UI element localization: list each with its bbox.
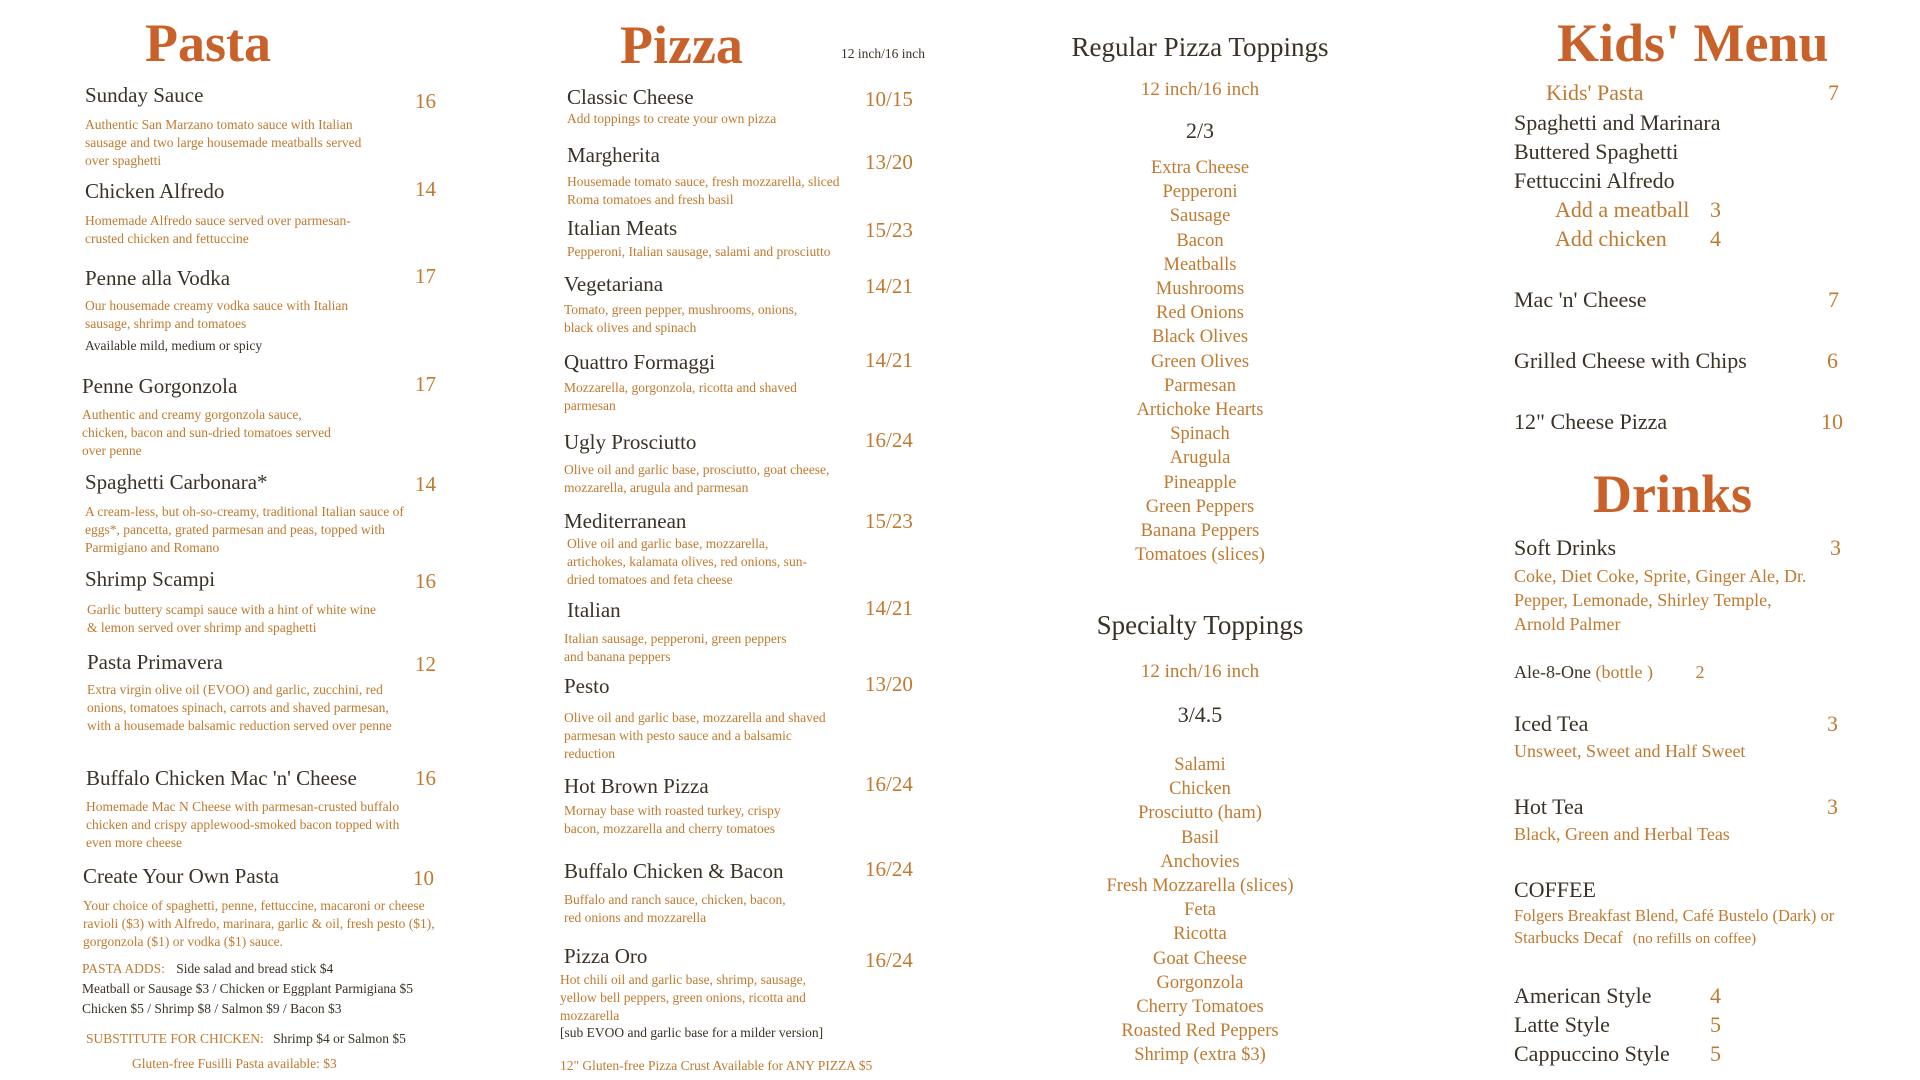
coffee-description bbox=[1514, 905, 1874, 950]
drink-name: Soft Drinks bbox=[1514, 535, 1617, 560]
menu-item-name: Margherita bbox=[567, 143, 660, 167]
menu-item-name: Chicken Alfredo bbox=[85, 179, 225, 203]
kids-drinks-section bbox=[1500, 0, 1900, 1080]
drink-price: 2 bbox=[1695, 662, 1705, 682]
kids-item-name: Grilled Cheese with Chips bbox=[1514, 348, 1747, 373]
menu-item-name: Italian bbox=[567, 598, 621, 622]
topping-item: Chicken bbox=[1169, 779, 1231, 800]
drink-price: 3 bbox=[1830, 535, 1841, 560]
menu-item-price: 17 bbox=[415, 372, 436, 396]
kids-add-chicken: Add chicken bbox=[1555, 226, 1667, 251]
menu-item-price: 14 bbox=[415, 177, 436, 201]
pizza-section bbox=[555, 0, 955, 1080]
menu-item-description: Homemade Mac N Cheese with parmesan-crusted buffalo chicken and crispy applewood-smoked bacon topped with even more cheese bbox=[86, 799, 400, 850]
menu-item-description: Authentic San Marzano tomato sauce with Italian sausage and two large housemade meatballs served over spaghetti bbox=[85, 117, 362, 168]
coffee-style-name: American Style bbox=[1514, 983, 1652, 1008]
topping-item: Shrimp (extra $3) bbox=[1134, 1045, 1266, 1066]
drink-description: Unsweet, Sweet and Half Sweet bbox=[1514, 741, 1746, 761]
topping-item: Extra Cheese bbox=[1150, 158, 1250, 178]
kids-item-name: 12" Cheese Pizza bbox=[1514, 409, 1668, 434]
menu-item-price: 10 bbox=[413, 866, 434, 890]
topping-item: Gorgonzola bbox=[1156, 972, 1244, 993]
drink-qualifier: (bottle ) bbox=[1595, 662, 1653, 682]
coffee-style-name: Cappuccino Style bbox=[1514, 1041, 1670, 1066]
menu-item-name: Mediterranean bbox=[564, 509, 687, 533]
menu-item-description: Italian sausage, pepperoni, green peppers and banana peppers bbox=[564, 631, 787, 664]
menu-item-name: Penne alla Vodka bbox=[85, 266, 231, 290]
topping-item: Mushrooms bbox=[1155, 279, 1245, 300]
menu-item-name: Buffalo Chicken Mac 'n' Cheese bbox=[86, 766, 357, 790]
menu-item-description: Olive oil and garlic base, mozzarella and shaved parmesan with pesto sauce and a balsamic reduction bbox=[564, 710, 826, 761]
menu-item-name: Quattro Formaggi bbox=[564, 350, 716, 374]
kids-item-price: 10 bbox=[1821, 409, 1843, 434]
menu-item-description: Homemade Alfredo sauce served over parmesan-crusted chicken and fettuccine bbox=[85, 213, 351, 246]
kids-add-meatball: Add a meatball bbox=[1555, 197, 1690, 222]
menu-item-price: 16 bbox=[415, 766, 436, 790]
topping-item: Green Peppers bbox=[1145, 496, 1255, 517]
coffee-heading: COFFEE bbox=[1514, 877, 1596, 902]
menu-item-description: Hot chili oil and garlic base, shrimp, sausage, yellow bell peppers, green onions, ricotta and mozzarella bbox=[560, 972, 806, 1023]
regular-toppings-price: 2/3 bbox=[1185, 118, 1215, 143]
pizza-gluten-free-note: 12" Gluten-free Pizza Crust Available for ANY PIZZA $5 bbox=[560, 1058, 873, 1073]
kids-pasta-option: Fettuccini Alfredo bbox=[1514, 168, 1675, 193]
menu-item-description: Housemade tomato sauce, fresh mozzarella, sliced Roma tomatoes and fresh basil bbox=[567, 174, 840, 207]
topping-item: Sausage bbox=[1169, 206, 1231, 227]
coffee-note: (no refills on coffee) bbox=[1632, 931, 1757, 947]
topping-item: Arugula bbox=[1169, 448, 1231, 469]
menu-item-description: A cream-less, but oh-so-creamy, traditional Italian sauce of eggs*, pancetta, grated parmesan and peas, topped with Parmigiano and Romano bbox=[85, 504, 404, 555]
menu-item-name: Vegetariana bbox=[564, 272, 664, 296]
topping-item: Meatballs bbox=[1163, 254, 1237, 275]
menu-item-description: Buffalo and ranch sauce, chicken, bacon, red onions and mozzarella bbox=[564, 892, 786, 925]
ale-8-one bbox=[1514, 662, 1704, 683]
topping-item: Basil bbox=[1180, 827, 1220, 848]
kids-item-price: 6 bbox=[1827, 348, 1838, 373]
pizza-title: Pizza bbox=[620, 15, 743, 75]
topping-item: Bacon bbox=[1176, 230, 1224, 251]
menu-item-price: 15/23 bbox=[865, 218, 913, 242]
pasta-adds-label: PASTA ADDS: bbox=[82, 961, 165, 976]
menu-item-description: Pepperoni, Italian sausage, salami and prosciutto bbox=[567, 244, 831, 259]
topping-item: Anchovies bbox=[1160, 851, 1240, 872]
coffee-style-price: 5 bbox=[1710, 1012, 1721, 1037]
drink-price: 3 bbox=[1827, 711, 1838, 736]
toppings-section bbox=[1030, 0, 1370, 1080]
menu-item-description: Authentic and creamy gorgonzola sauce, chicken, bacon and sun-dried tomatoes served over penne bbox=[82, 407, 331, 458]
coffee-options: Folgers Breakfast Blend, Café Bustelo (Dark) or Starbucks Decaf bbox=[1514, 906, 1835, 947]
menu-item-description: Olive oil and garlic base, prosciutto, goat cheese, mozzarella, arugula and parmesan bbox=[564, 462, 830, 495]
menu-item-price: 14/21 bbox=[865, 274, 913, 298]
pasta-adds bbox=[82, 961, 333, 977]
drink-name: Ale-8-One bbox=[1514, 662, 1591, 682]
topping-item: Black Olives bbox=[1151, 327, 1249, 348]
topping-item: Red Onions bbox=[1156, 303, 1244, 324]
menu-item-name: Pizza Oro bbox=[564, 944, 648, 968]
drink-price: 3 bbox=[1827, 794, 1838, 819]
menu-item-name: Buffalo Chicken & Bacon bbox=[564, 859, 784, 883]
topping-item: Ricotta bbox=[1173, 924, 1227, 945]
kids-pasta-option: Spaghetti and Marinara bbox=[1514, 110, 1721, 135]
topping-item: Pineapple bbox=[1163, 472, 1237, 493]
specialty-toppings-price: 3/4.5 bbox=[1177, 702, 1223, 727]
menu-item-price: 14 bbox=[415, 472, 436, 496]
drink-description: Coke, Diet Coke, Sprite, Ginger Ale, Dr. Pepper, Lemonade, Shirley Temple, Arnold Palmer bbox=[1514, 566, 1807, 634]
topping-item: Cherry Tomatoes bbox=[1136, 997, 1264, 1018]
menu-item-price: 16/24 bbox=[865, 857, 913, 881]
menu-item-price: 17 bbox=[415, 264, 436, 288]
menu-item-name: Sunday Sauce bbox=[85, 83, 204, 107]
menu-item-name: Hot Brown Pizza bbox=[564, 774, 709, 798]
menu-item-name: Ugly Prosciutto bbox=[564, 430, 697, 454]
menu-item-price: 13/20 bbox=[865, 672, 913, 696]
pizza-size-note: 12 inch/16 inch bbox=[841, 46, 925, 61]
menu-item-name: Shrimp Scampi bbox=[85, 567, 216, 591]
menu-item-name: Spaghetti Carbonara* bbox=[85, 470, 268, 494]
topping-item: Feta bbox=[1184, 900, 1216, 921]
specialty-toppings-size: 12 inch/16 inch bbox=[1140, 661, 1260, 682]
pasta-substitute bbox=[86, 1031, 406, 1047]
menu-item-note: [sub EVOO and garlic base for a milder version] bbox=[560, 1025, 824, 1040]
topping-item: Salami bbox=[1174, 755, 1226, 775]
menu-item-price: 13/20 bbox=[865, 150, 913, 174]
menu-item-description: Your choice of spaghetti, penne, fettuccine, macaroni or cheese ravioli ($3) with Alfredo, marinara, garlic & oil, fresh pesto ($1), gorgonzola ($1) or vodka ($1) sauce. bbox=[83, 898, 435, 949]
specialty-toppings-list bbox=[1030, 753, 1370, 1068]
kids-item-name: Mac 'n' Cheese bbox=[1514, 287, 1647, 312]
topping-item: Parmesan bbox=[1164, 375, 1236, 396]
menu-item-price: 16 bbox=[415, 569, 436, 593]
menu-item-description: Garlic buttery scampi sauce with a hint of white wine & lemon served over shrimp and spaghetti bbox=[87, 602, 377, 635]
pasta-section bbox=[78, 0, 498, 1080]
pasta-title: Pasta bbox=[145, 13, 271, 73]
coffee-style-price: 4 bbox=[1710, 983, 1721, 1008]
menu-item-price: 14/21 bbox=[865, 596, 913, 620]
drink-name: Hot Tea bbox=[1514, 794, 1584, 819]
regular-toppings-size: 12 inch/16 inch bbox=[1140, 79, 1260, 100]
menu-item-description: Olive oil and garlic base, mozzarella, artichokes, kalamata olives, red onions, sun-dried tomatoes and feta cheese bbox=[567, 536, 807, 587]
menu-item-price: 16/24 bbox=[865, 428, 913, 452]
kids-menu-title: Kids' Menu bbox=[1557, 13, 1829, 73]
kids-item-price: 7 bbox=[1828, 287, 1839, 312]
kids-add-chicken-price: 4 bbox=[1710, 226, 1721, 251]
regular-toppings-title: Regular Pizza Toppings bbox=[1071, 32, 1329, 62]
topping-item: Tomatoes (slices) bbox=[1135, 545, 1265, 566]
drink-name: Iced Tea bbox=[1514, 711, 1589, 736]
pasta-adds-line: Chicken $5 / Shrimp $8 / Salmon $9 / Bacon $3 bbox=[82, 1001, 342, 1016]
drink-description: Black, Green and Herbal Teas bbox=[1514, 824, 1730, 844]
menu-item-name: Pesto bbox=[564, 674, 610, 698]
topping-item: Roasted Red Peppers bbox=[1121, 1021, 1279, 1042]
menu-item-name: Italian Meats bbox=[567, 216, 678, 240]
pasta-adds-line: Side salad and bread stick $4 bbox=[176, 961, 334, 976]
menu-item-description: Tomato, green pepper, mushrooms, onions, black olives and spinach bbox=[564, 302, 798, 335]
topping-item: Spinach bbox=[1170, 424, 1230, 445]
menu-item-note: Available mild, medium or spicy bbox=[85, 338, 263, 353]
menu-item-name: Classic Cheese bbox=[567, 85, 694, 109]
menu-item-price: 10/15 bbox=[865, 87, 913, 111]
drinks-title: Drinks bbox=[1593, 464, 1753, 524]
menu-item-description: Add toppings to create your own pizza bbox=[567, 111, 777, 126]
menu-item-price: 16/24 bbox=[865, 948, 913, 972]
pasta-substitute-label: SUBSTITUTE FOR CHICKEN: bbox=[86, 1031, 264, 1046]
menu-item-description: Our housemade creamy vodka sauce with Italian sausage, shrimp and tomatoes bbox=[85, 298, 349, 331]
kids-pasta-option: Buttered Spaghetti bbox=[1514, 139, 1679, 164]
topping-item: Banana Peppers bbox=[1140, 521, 1260, 542]
menu-item-name: Pasta Primavera bbox=[87, 650, 223, 674]
topping-item: Artichoke Hearts bbox=[1136, 400, 1264, 421]
menu-item-description: Mornay base with roasted turkey, crispy bacon, mozzarella and cherry tomatoes bbox=[564, 803, 781, 836]
coffee-style-name: Latte Style bbox=[1514, 1012, 1610, 1037]
topping-item: Goat Cheese bbox=[1152, 948, 1247, 969]
topping-item: Fresh Mozzarella (slices) bbox=[1106, 876, 1294, 897]
topping-item: Prosciutto (ham) bbox=[1138, 803, 1262, 824]
topping-item: Green Olives bbox=[1150, 351, 1250, 372]
specialty-toppings-title: Specialty Toppings bbox=[1096, 610, 1304, 640]
pasta-substitute-value: Shrimp $4 or Salmon $5 bbox=[273, 1031, 406, 1046]
menu-item-price: 16/24 bbox=[865, 772, 913, 796]
menu-item-description: Mozzarella, gorgonzola, ricotta and shaved parmesan bbox=[564, 380, 797, 413]
menu-item-name: Penne Gorgonzola bbox=[82, 374, 238, 398]
topping-item: Pepperoni bbox=[1162, 182, 1238, 203]
pasta-gluten-free-note: Gluten-free Fusilli Pasta available: $3 bbox=[132, 1056, 337, 1071]
regular-toppings-list bbox=[1030, 156, 1370, 567]
menu-item-description: Extra virgin olive oil (EVOO) and garlic, zucchini, red onions, tomatoes spinach, carrots and shaved parmesan, with a housemade balsamic reduction served over penne bbox=[87, 682, 392, 733]
menu-item-name: Create Your Own Pasta bbox=[83, 864, 279, 888]
kids-pasta-price: 7 bbox=[1828, 80, 1839, 105]
coffee-style-price: 5 bbox=[1710, 1041, 1721, 1066]
menu-item-price: 16 bbox=[415, 89, 436, 113]
kids-add-meatball-price: 3 bbox=[1710, 197, 1721, 222]
kids-pasta-label: Kids' Pasta bbox=[1546, 80, 1644, 105]
menu-item-price: 14/21 bbox=[865, 348, 913, 372]
pasta-adds-line: Meatball or Sausage $3 / Chicken or Eggplant Parmigiana $5 bbox=[82, 981, 414, 996]
menu-item-price: 15/23 bbox=[865, 509, 913, 533]
menu-item-price: 12 bbox=[415, 652, 436, 676]
